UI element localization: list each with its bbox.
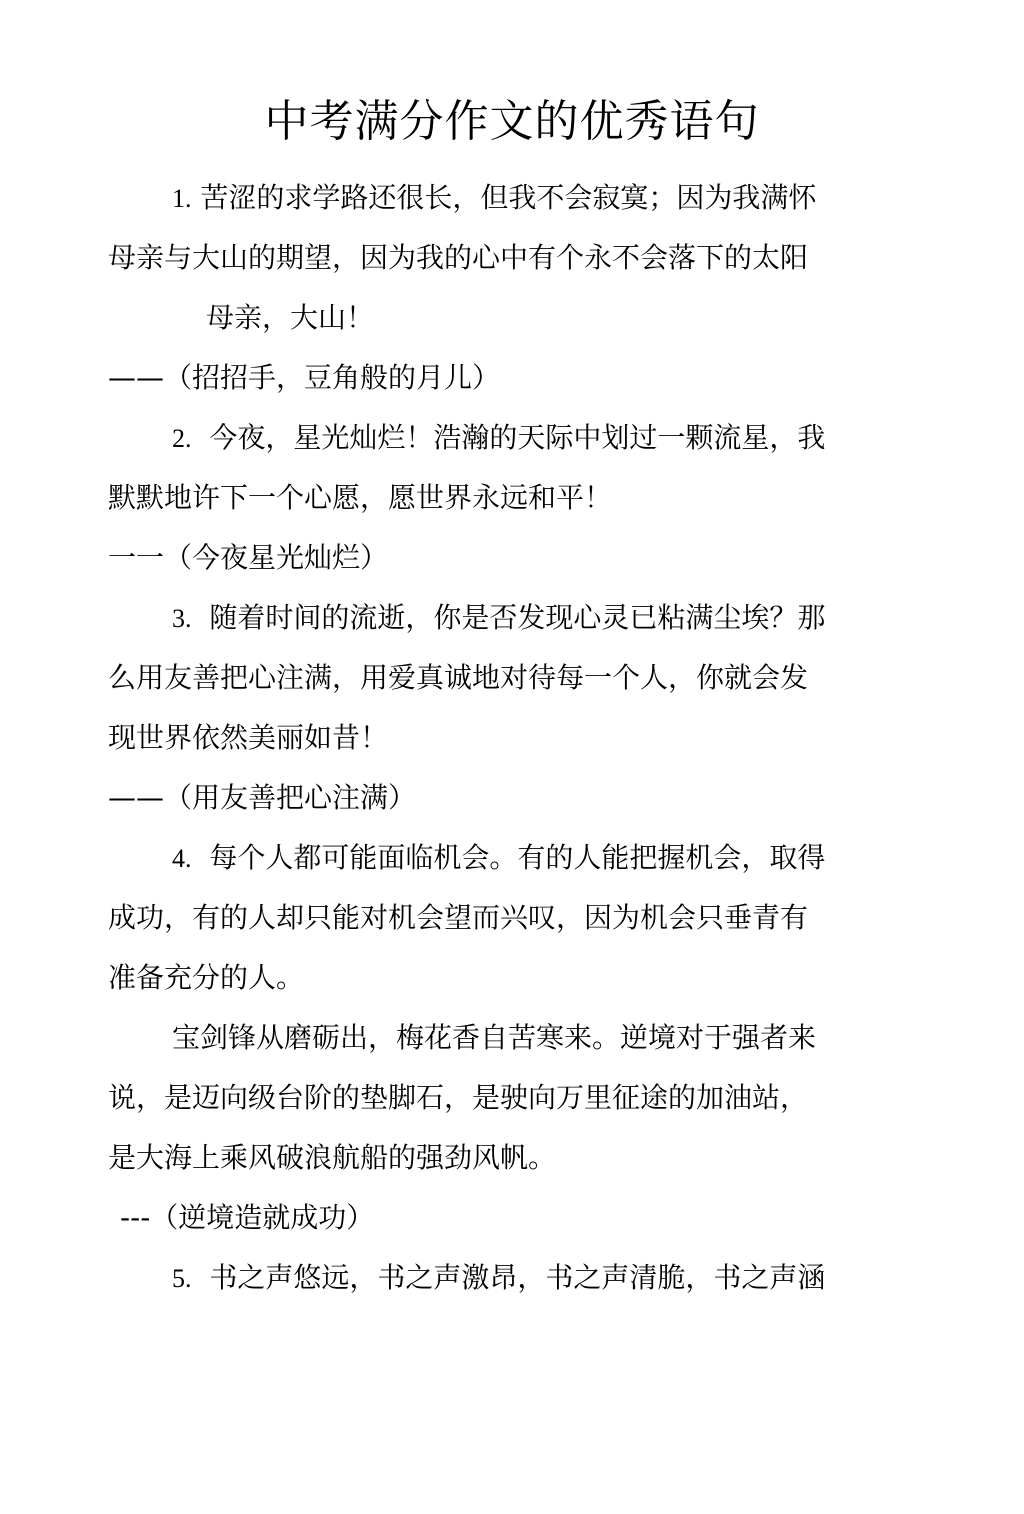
item-4-line-2: 成功，有的人却只能对机会望而兴叹，因为机会只垂青有 (108, 901, 809, 934)
item-2-number: 2. (172, 424, 192, 453)
item-5-line-1 (172, 1258, 825, 1299)
item-4-number: 4. (172, 844, 192, 873)
item-2-source: 一一（今夜星光灿烂） (108, 541, 389, 574)
item-3-text-1: 随着时间的流逝，你是否发现心灵已粘满尘埃？那 (209, 601, 826, 634)
item-2-line-1 (172, 418, 825, 459)
item-1-line-3: 母亲，大山！ (206, 301, 375, 334)
item-4-extra-line-1: 宝剑锋从磨砺出，梅花香自苦寒来。逆境对于强者来 (172, 1021, 817, 1054)
document-title: 中考满分作文的优秀语句 (264, 96, 760, 147)
item-3-number: 3. (172, 604, 192, 633)
item-4-extra-line-2: 说，是迈向级台阶的垫脚石，是驶向万里征途的加油站， (108, 1081, 809, 1114)
item-1-text-1: 苦涩的求学路还很长，但我不会寂寞；因为我满怀 (200, 181, 817, 214)
item-3-source: ——（用友善把心注满） (108, 781, 417, 814)
item-3-line-2: 么用友善把心注满，用爱真诚地对待每一个人，你就会发 (108, 661, 809, 694)
item-3-line-3: 现世界依然美丽如昔！ (108, 721, 389, 754)
item-2-text-1: 今夜，星光灿烂！浩瀚的天际中划过一颗流星，我 (209, 421, 826, 454)
item-3-line-1 (172, 598, 825, 639)
item-1-number: 1. (172, 184, 192, 213)
item-4-line-1 (172, 838, 825, 879)
item-1-line-1 (172, 178, 816, 219)
item-1-line-2: 母亲与大山的期望，因为我的心中有个永不会落下的太阳 (108, 241, 809, 274)
item-4-line-3: 准备充分的人。 (108, 961, 305, 994)
item-1-source: ——（招招手，豆角般的月儿） (108, 361, 501, 394)
item-5-text-1: 书之声悠远，书之声激昂，书之声清脆，书之声涵 (209, 1261, 826, 1294)
item-2-line-2: 默默地许下一个心愿，愿世界永远和平！ (108, 481, 613, 514)
item-4-extra-line-3: 是大海上乘风破浪航船的强劲风帆。 (108, 1141, 557, 1174)
item-4-source: ---（逆境造就成功） (120, 1201, 375, 1234)
item-4-text-1: 每个人都可能面临机会。有的人能把握机会，取得 (209, 841, 826, 874)
item-5-number: 5. (172, 1264, 192, 1293)
